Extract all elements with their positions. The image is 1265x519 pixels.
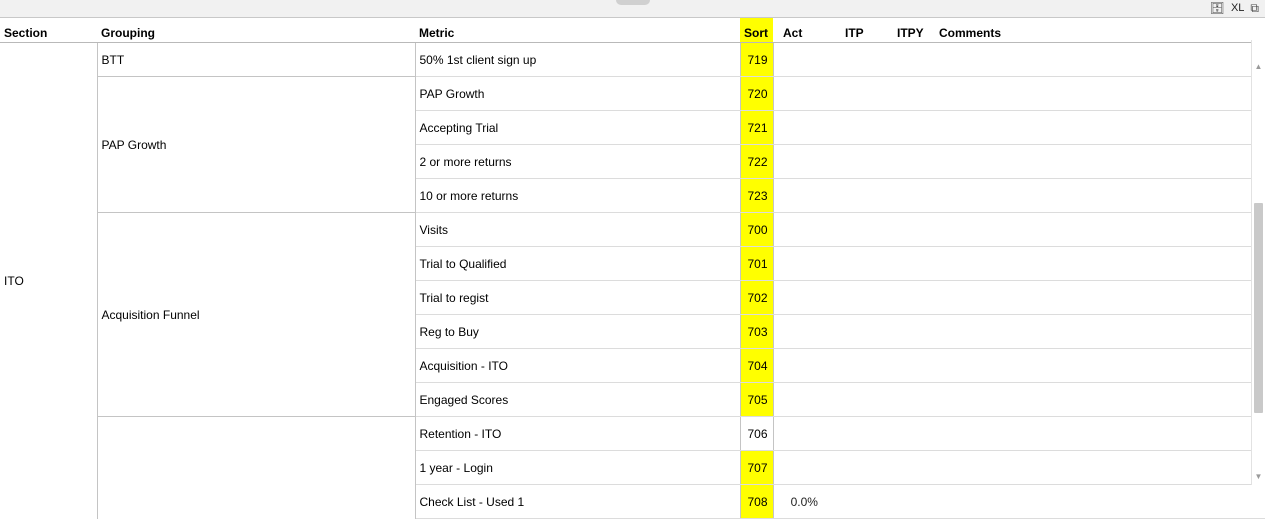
cell-act: 0.0% (773, 485, 835, 519)
cell-comments (935, 213, 1265, 247)
cell-comments (935, 349, 1265, 383)
cell-act (773, 349, 835, 383)
cell-comments (935, 485, 1265, 519)
cell-itpy (887, 111, 935, 145)
cell-sort: 720 (740, 77, 773, 111)
cell-comments (935, 451, 1265, 485)
toolbar-actions (1210, 1, 1259, 15)
cell-itp (835, 349, 887, 383)
cell-itpy (887, 451, 935, 485)
cell-itpy (887, 213, 935, 247)
column-header-act[interactable]: Act (773, 18, 835, 43)
cell-comments (935, 179, 1265, 213)
cell-grouping: Acquisition Funnel (97, 213, 415, 417)
cell-itpy (887, 417, 935, 451)
cell-itp (835, 145, 887, 179)
cell-comments (935, 145, 1265, 179)
table-row[interactable] (0, 417, 1265, 451)
cell-act (773, 417, 835, 451)
copy-icon[interactable]: ⧉ (1250, 1, 1259, 15)
cell-metric: Trial to Qualified (415, 247, 740, 281)
cell-metric: Engaged Scores (415, 383, 740, 417)
panel-toolbar (0, 0, 1265, 18)
cell-sort: 721 (740, 111, 773, 145)
scroll-up-arrow[interactable]: ▲ (1254, 62, 1263, 71)
table-row[interactable] (0, 213, 1265, 247)
cell-itp (835, 179, 887, 213)
cell-metric: 2 or more returns (415, 145, 740, 179)
cell-comments (935, 247, 1265, 281)
cell-itpy (887, 349, 935, 383)
cell-act (773, 451, 835, 485)
cell-comments (935, 281, 1265, 315)
column-header-sort[interactable]: Sort (740, 18, 773, 43)
cell-itpy (887, 485, 935, 519)
cell-itp (835, 383, 887, 417)
column-header-metric[interactable]: Metric (415, 18, 740, 43)
column-header-itp[interactable]: ITP (835, 18, 887, 43)
cell-itpy (887, 315, 935, 349)
cell-act (773, 383, 835, 417)
metrics-grid (0, 18, 1265, 509)
cell-itp (835, 43, 887, 77)
cell-section: ITO (0, 43, 97, 519)
cell-metric: 10 or more returns (415, 179, 740, 213)
cell-metric: Retention - ITO (415, 417, 740, 451)
cell-comments (935, 417, 1265, 451)
cell-act (773, 179, 835, 213)
cell-act (773, 145, 835, 179)
table-header (0, 18, 1265, 43)
cell-sort: 702 (740, 281, 773, 315)
cell-comments (935, 383, 1265, 417)
vertical-scrollbar[interactable] (1251, 40, 1265, 485)
export-icon[interactable]: 🗄 (1209, 1, 1225, 15)
cell-itp (835, 417, 887, 451)
cell-sort: 706 (740, 417, 773, 451)
table-row[interactable] (0, 77, 1265, 111)
cell-act (773, 111, 835, 145)
cell-itpy (887, 281, 935, 315)
cell-act (773, 281, 835, 315)
table-body (0, 43, 1265, 519)
cell-itp (835, 247, 887, 281)
cell-grouping (97, 417, 415, 519)
cell-sort: 701 (740, 247, 773, 281)
scroll-down-arrow[interactable]: ▼ (1254, 472, 1263, 481)
column-header-itpy[interactable]: ITPY (887, 18, 935, 43)
cell-sort: 707 (740, 451, 773, 485)
cell-itp (835, 111, 887, 145)
metrics-table (0, 18, 1265, 519)
cell-comments (935, 43, 1265, 77)
cell-itpy (887, 77, 935, 111)
cell-act (773, 247, 835, 281)
column-header-grouping[interactable]: Grouping (97, 18, 415, 43)
cell-metric: 1 year - Login (415, 451, 740, 485)
cell-comments (935, 77, 1265, 111)
cell-act (773, 213, 835, 247)
cell-sort: 719 (740, 43, 773, 77)
cell-metric: 50% 1st client sign up (415, 43, 740, 77)
cell-grouping: BTT (97, 43, 415, 77)
cell-sort: 723 (740, 179, 773, 213)
cell-act (773, 43, 835, 77)
cell-sort: 722 (740, 145, 773, 179)
cell-itp (835, 213, 887, 247)
cell-itpy (887, 43, 935, 77)
cell-itp (835, 77, 887, 111)
column-header-comments[interactable]: Comments (935, 18, 1265, 43)
cell-sort: 703 (740, 315, 773, 349)
scrollbar-thumb[interactable] (1254, 203, 1263, 413)
cell-metric: Visits (415, 213, 740, 247)
table-row[interactable] (0, 43, 1265, 77)
cell-comments (935, 111, 1265, 145)
cell-metric: Acquisition - ITO (415, 349, 740, 383)
cell-comments (935, 315, 1265, 349)
cell-itp (835, 485, 887, 519)
cell-itp (835, 281, 887, 315)
cell-itp (835, 315, 887, 349)
cell-metric: Trial to regist (415, 281, 740, 315)
cell-itpy (887, 383, 935, 417)
cell-itpy (887, 247, 935, 281)
excel-export-button[interactable]: XL (1230, 2, 1245, 14)
panel-drag-handle[interactable] (616, 0, 650, 5)
cell-metric: Check List - Used 1 (415, 485, 740, 519)
cell-sort: 708 (740, 485, 773, 519)
column-header-section[interactable]: Section (0, 18, 97, 43)
cell-metric: PAP Growth (415, 77, 740, 111)
cell-act (773, 77, 835, 111)
cell-metric: Accepting Trial (415, 111, 740, 145)
cell-itpy (887, 179, 935, 213)
cell-sort: 704 (740, 349, 773, 383)
cell-sort: 700 (740, 213, 773, 247)
cell-act (773, 315, 835, 349)
cell-grouping: PAP Growth (97, 77, 415, 213)
cell-itp (835, 451, 887, 485)
cell-sort: 705 (740, 383, 773, 417)
cell-metric: Reg to Buy (415, 315, 740, 349)
cell-itpy (887, 145, 935, 179)
